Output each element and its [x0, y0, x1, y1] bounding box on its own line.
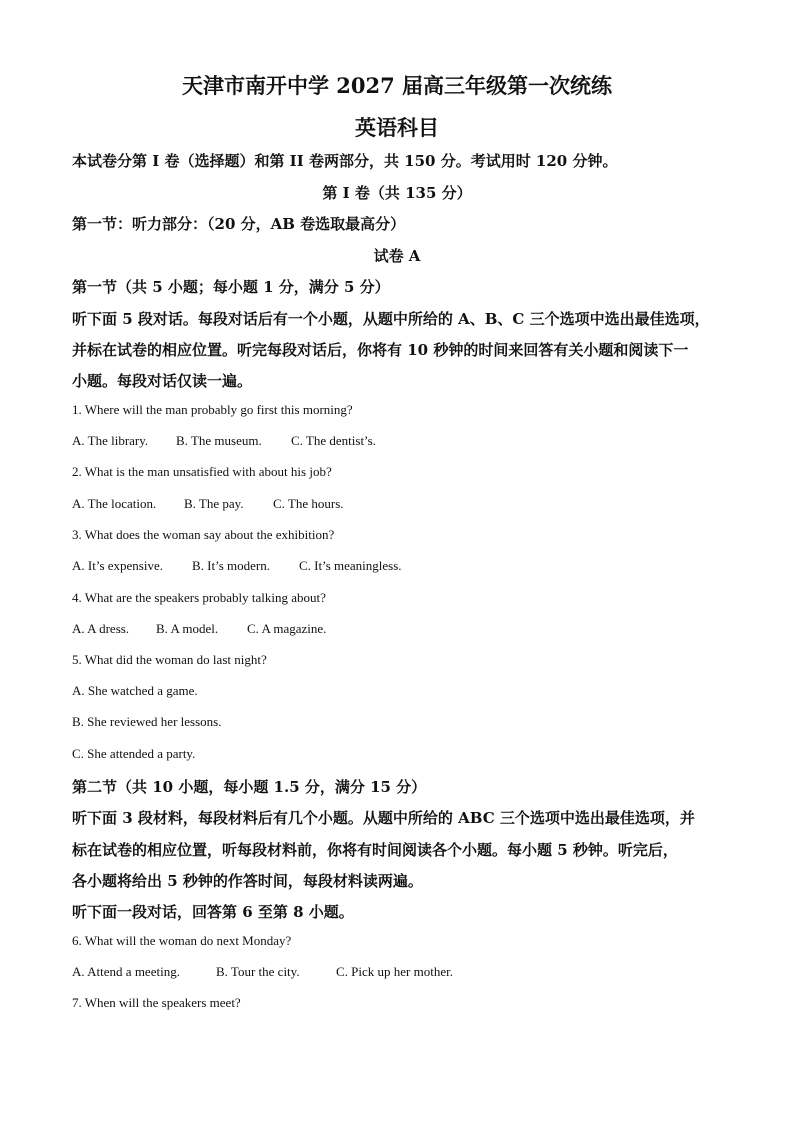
- question-4-options: [72, 621, 326, 637]
- option-c: C. It’s meaningless.: [299, 558, 402, 573]
- option-c: C. The dentist’s.: [291, 433, 376, 448]
- part1-title: 第一节：听力部分：（20 分，AB 卷选取最高分）: [72, 215, 406, 233]
- section1-instruction-line: 并标在试卷的相应位置。听完每段对话后，你将有 10 秒钟的时间来回答有关小题和阅读下一: [72, 341, 689, 359]
- question-5-option-c: C. She attended a party.: [72, 746, 196, 761]
- option-b: B. Tour the city.: [216, 964, 300, 979]
- section2-instruction-line: 标在试卷的相应位置，听每段材料前，你将有时间阅读各个小题。每小题 5 秒钟。听完后，: [72, 841, 678, 859]
- option-c: C. The hours.: [273, 496, 344, 511]
- option-a: A. The library.: [72, 433, 149, 448]
- question-1-options: [72, 433, 376, 449]
- question-5-option-a: A. She watched a game.: [72, 683, 198, 698]
- question-2: 2. What is the man unsatisfied with about his job?: [72, 464, 332, 479]
- option-c: C. A magazine.: [247, 621, 327, 636]
- question-6-options: [72, 964, 453, 980]
- section1-title: 第一节（共 5 小题；每小题 1 分，满分 5 分）: [72, 278, 390, 296]
- section2-title: 第二节（共 10 小题，每小题 1.5 分，满分 15 分）: [72, 778, 427, 796]
- passage-intro: 听下面一段对话，回答第 6 至第 8 小题。: [72, 903, 354, 921]
- option-c: C. Pick up her mother.: [336, 964, 453, 979]
- paper-a-label: 试卷 A: [373, 247, 421, 265]
- question-5-option-b: B. She reviewed her lessons.: [72, 714, 222, 729]
- section1-instruction-line: 小题。每段对话仅读一遍。: [72, 372, 253, 390]
- option-a: A. It’s expensive.: [72, 558, 163, 573]
- option-a: A. A dress.: [72, 621, 130, 636]
- option-b: B. The pay.: [184, 496, 244, 511]
- question-6: 6. What will the woman do next Monday?: [72, 933, 292, 948]
- question-3: 3. What does the woman say about the exhibition?: [72, 527, 335, 542]
- section2-instruction-line: 听下面 3 段材料，每段材料后有几个小题。从题中所给的 ABC 三个选项中选出最佳选项，并: [72, 809, 695, 827]
- option-b: B. The museum.: [176, 433, 262, 448]
- option-a: A. Attend a meeting.: [72, 964, 180, 979]
- question-7: 7. When will the speakers meet?: [72, 995, 241, 1010]
- option-a: A. The location.: [72, 496, 157, 511]
- question-3-options: [72, 558, 402, 574]
- section1-instruction-line: 听下面 5 段对话。每段对话后有一个小题，从题中所给的 A、B、C 三个选项中选出最佳选项，: [72, 310, 710, 328]
- exam-subject: 英语科目: [355, 115, 439, 140]
- volume-title: 第 I 卷（共 135 分）: [322, 184, 472, 202]
- option-b: B. It’s modern.: [192, 558, 270, 573]
- question-2-options: [72, 496, 344, 512]
- exam-intro: 本试卷分第 I 卷（选择题）和第 II 卷两部分，共 150 分。考试用时 120 分钟。: [72, 152, 618, 170]
- question-5: 5. What did the woman do last night?: [72, 652, 267, 667]
- question-1: 1. Where will the man probably go first this morning?: [72, 402, 353, 417]
- section2-instruction-line: 各小题将给出 5 秒钟的作答时间，每段材料读两遍。: [72, 872, 423, 890]
- question-4: 4. What are the speakers probably talking about?: [72, 590, 326, 605]
- option-b: B. A model.: [156, 621, 219, 636]
- exam-title: 天津市南开中学 2027 届高三年级第一次统练: [181, 73, 613, 98]
